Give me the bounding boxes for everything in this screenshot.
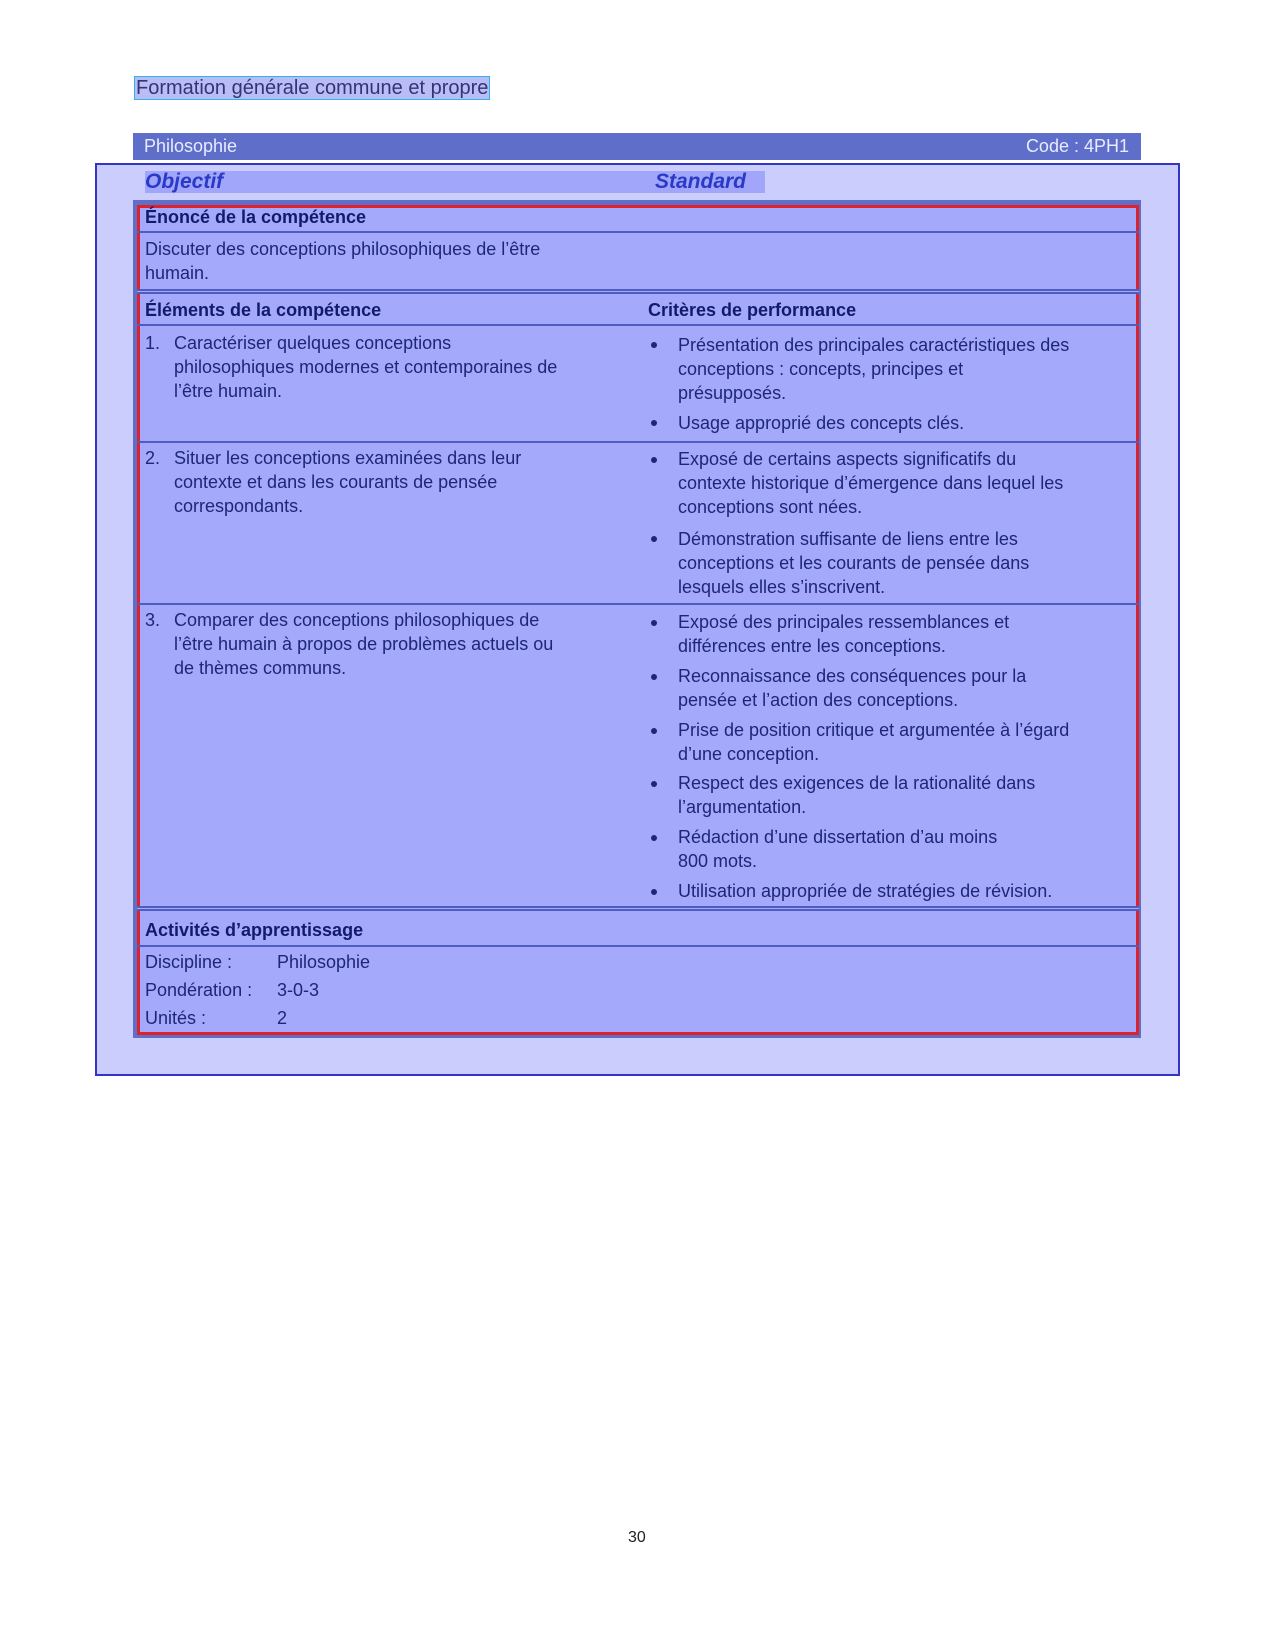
criterion-line: conceptions et les courants de pensée dans xyxy=(678,553,1030,573)
bullet-icon xyxy=(651,728,657,734)
criterion-line: l’argumentation. xyxy=(678,797,807,817)
ponderation-value: 3-0-3 xyxy=(277,980,320,1000)
criterion-line: d’une conception. xyxy=(678,744,820,764)
discipline-label: Discipline : xyxy=(145,952,233,972)
criterion-line: Démonstration suffisante de liens entre les xyxy=(678,529,1018,549)
criterion-line: Exposé de certains aspects significatifs du xyxy=(678,449,1017,469)
criterion-line: conceptions sont nées. xyxy=(678,497,863,517)
criterion-line: différences entre les conceptions. xyxy=(678,636,946,656)
element-line: l’être humain. xyxy=(174,381,283,401)
course-bar xyxy=(133,133,1141,160)
activites-heading: Activités d’apprentissage xyxy=(145,920,364,940)
criterion-line: conceptions : concepts, principes et xyxy=(678,359,964,379)
document-section-title: Formation générale commune et propre xyxy=(136,77,489,99)
bullet-icon xyxy=(651,620,657,626)
element-line: Situer les conceptions examinées dans leur xyxy=(174,448,522,468)
element-line: l’être humain à propos de problèmes actuels ou xyxy=(174,634,554,654)
element-line: Caractériser quelques conceptions xyxy=(174,333,452,353)
enonce-line-2: humain. xyxy=(145,263,210,283)
objectif-label: Objectif xyxy=(145,170,224,193)
element-line: contexte et dans les courants de pensée xyxy=(174,472,498,492)
criterion-line: Rédaction d’une dissertation d’au moins xyxy=(678,827,998,847)
enonce-heading: Énoncé de la compétence xyxy=(145,207,367,227)
course-subject: Philosophie xyxy=(144,136,238,156)
divider xyxy=(137,441,1139,443)
unites-value: 2 xyxy=(277,1008,288,1028)
unites-label: Unités : xyxy=(145,1008,207,1028)
criterion-line: Prise de position critique et argumentée à l’égard xyxy=(678,720,1070,740)
divider xyxy=(137,324,1139,326)
ponderation-label: Pondération : xyxy=(145,980,253,1000)
ponderation-row xyxy=(145,978,319,1002)
discipline-row xyxy=(145,950,370,974)
bullet-icon xyxy=(651,536,657,542)
criterion-line: Reconnaissance des conséquences pour la xyxy=(678,666,1027,686)
divider xyxy=(137,603,1139,605)
enonce-line-1: Discuter des conceptions philosophiques de l’être xyxy=(145,239,541,259)
criterion-line: présupposés. xyxy=(678,383,787,403)
unites-row xyxy=(145,1006,287,1030)
elements-heading: Éléments de la compétence xyxy=(145,300,382,320)
element-line: correspondants. xyxy=(174,496,304,516)
criteres-heading: Critères de performance xyxy=(648,300,857,320)
divider xyxy=(137,945,1139,947)
discipline-value: Philosophie xyxy=(277,952,371,972)
double-divider xyxy=(137,906,1139,911)
criterion-line: contexte historique d’émergence dans lequel les xyxy=(678,473,1064,493)
bullet-icon xyxy=(651,674,657,680)
course-code: Code : 4PH1 xyxy=(1025,136,1129,156)
criterion-line: lesquels elles s’inscrivent. xyxy=(678,577,886,597)
standard-label: Standard xyxy=(655,170,747,193)
bullet-icon xyxy=(651,781,657,787)
page-number: 30 xyxy=(628,1529,646,1546)
criterion-line: pensée et l’action des conceptions. xyxy=(678,690,959,710)
bullet-icon xyxy=(651,342,657,348)
element-number: 1. xyxy=(145,333,161,353)
criterion-line: Exposé des principales ressemblances et xyxy=(678,612,1010,632)
criterion-line: Usage approprié des concepts clés. xyxy=(678,413,965,433)
bullet-icon xyxy=(651,835,657,841)
bullet-icon xyxy=(651,420,657,426)
element-line: philosophiques modernes et contemporaines de xyxy=(174,357,558,377)
element-line: Comparer des conceptions philosophiques de xyxy=(174,610,540,630)
element-number: 3. xyxy=(145,610,161,630)
criterion-line: 800 mots. xyxy=(678,851,758,871)
bullet-icon xyxy=(651,889,657,895)
divider xyxy=(137,231,1139,233)
criterion-line: Présentation des principales caractéristiques des xyxy=(678,335,1070,355)
element-line: de thèmes communs. xyxy=(174,658,347,678)
element-number: 2. xyxy=(145,448,161,468)
criterion-line: Utilisation appropriée de stratégies de révision. xyxy=(678,881,1053,901)
double-divider xyxy=(137,289,1139,294)
bullet-icon xyxy=(651,457,657,463)
criterion-line: Respect des exigences de la rationalité dans xyxy=(678,773,1036,793)
